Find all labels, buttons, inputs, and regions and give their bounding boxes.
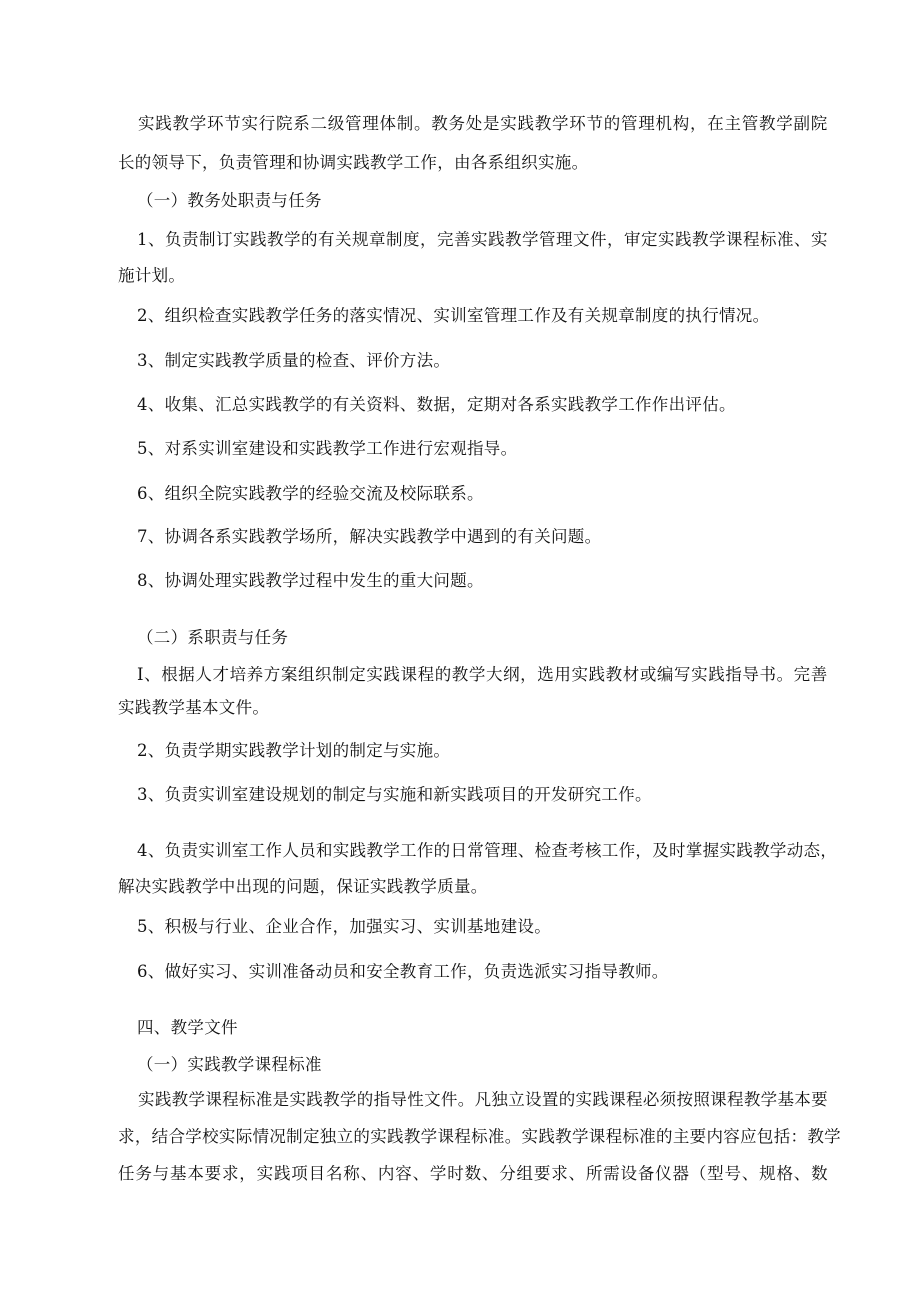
- section4-paragraph-line-1: 实 践 教 学 课 程 标 准 是 实 践 教 学 的 指 导 性 文 件 。 凡 独 立 设 置 的 实 践 课 程 必 须 按 照 课 程 教 学 基 本 要: [138, 1090, 828, 1109]
- section4-subheading: （一）实践教学课程标准: [137, 1055, 322, 1074]
- section1-item-7: 7、协调各系实践教学场所，解决实践教学中遇到的有关问题。: [137, 527, 602, 546]
- section2-item-2: 2、负责学期实践教学计划的制定与实施。: [137, 741, 451, 760]
- section4-paragraph-line-2: 求 ， 结 合 学 校 实 际 情 况 制 定 独 立 的 实 践 教 学 课 程 标 准 。 实 践 教 学 课 程 标 准 的 主 要 内 容 应 包 括 ： 教 学: [118, 1127, 841, 1146]
- section1-item-1-line-1: 1 、 负 责 制 订 实 践 教 学 的 有 关 规 章 制 度 ， 完 善 实 践 教 学 管 理 文 件 ， 审 定 实 践 教 学 课 程 标 准 、 实: [137, 230, 828, 249]
- section2-item-1-line-1: I 、 根 据 人 才 培 养 方 案 组 织 制 定 实 践 课 程 的 教 学 大 纲 ， 选 用 实 践 教 材 或 编 写 实 践 指 导 书 。 完 善: [137, 665, 828, 684]
- section2-heading: （二）系职责与任务: [137, 628, 289, 647]
- section1-heading: （一）教务处职责与任务: [137, 191, 322, 210]
- section2-item-3: 3、负责实训室建设规划的制定与实施和新实践项目的开发研究工作。: [137, 785, 652, 804]
- section1-item-6: 6、组织全院实践教学的经验交流及校际联系。: [137, 484, 484, 503]
- section4-paragraph-line-3: 任 务 与 基 本 要 求 ， 实 践 项 目 名 称 、 内 容 、 学 时 数 、 分 组 要 求 、 所 需 设 备 仪 器 （ 型 号 、 规 格 、 数: [118, 1164, 828, 1183]
- section2-item-5: 5、积极与行业、企业合作，加强实习、实训基地建设。: [137, 917, 551, 936]
- section2-item-6: 6、做好实习、实训准备动员和安全教育工作，负责选派实习指导教师。: [137, 962, 669, 981]
- section2-item-4-line-1: 4 、 负 责 实 训 室 工 作 人 员 和 实 践 教 学 工 作 的 日 常 管 理 、 检 查 考 核 工 作 ， 及 时 掌 握 实 践 教 学 动 态 ，: [137, 841, 838, 860]
- section2-item-1-line-2: 实践教学基本文件。: [118, 698, 270, 717]
- section1-item-3: 3、制定实践教学质量的检查、评价方法。: [137, 351, 451, 370]
- intro-line-1: 实 践 教 学 环 节 实 行 院 系 二 级 管 理 体 制 。 教 务 处 是 实 践 教 学 环 节 的 管 理 机 构 ， 在 主 管 教 学 副 院: [138, 114, 828, 133]
- section1-item-2: 2、组织检查实践教学任务的落实情况、实训室管理工作及有关规章制度的执行情况。: [137, 306, 770, 325]
- section2-item-4-line-2: 解决实践教学中出现的问题，保证实践教学质量。: [118, 877, 488, 896]
- intro-line-2: 长的领导下，负责管理和协调实践教学工作，由各系组织实施。: [118, 153, 589, 172]
- section1-item-1-line-2: 施计划。: [118, 266, 186, 285]
- section1-item-5: 5、对系实训室建设和实践教学工作进行宏观指导。: [137, 439, 518, 458]
- section4-heading: 四、教学文件: [137, 1018, 238, 1037]
- section1-item-4: 4、收集、汇总实践教学的有关资料、数据，定期对各系实践教学工作作出评估。: [137, 395, 736, 414]
- section1-item-8: 8、协调处理实践教学过程中发生的重大问题。: [137, 571, 484, 590]
